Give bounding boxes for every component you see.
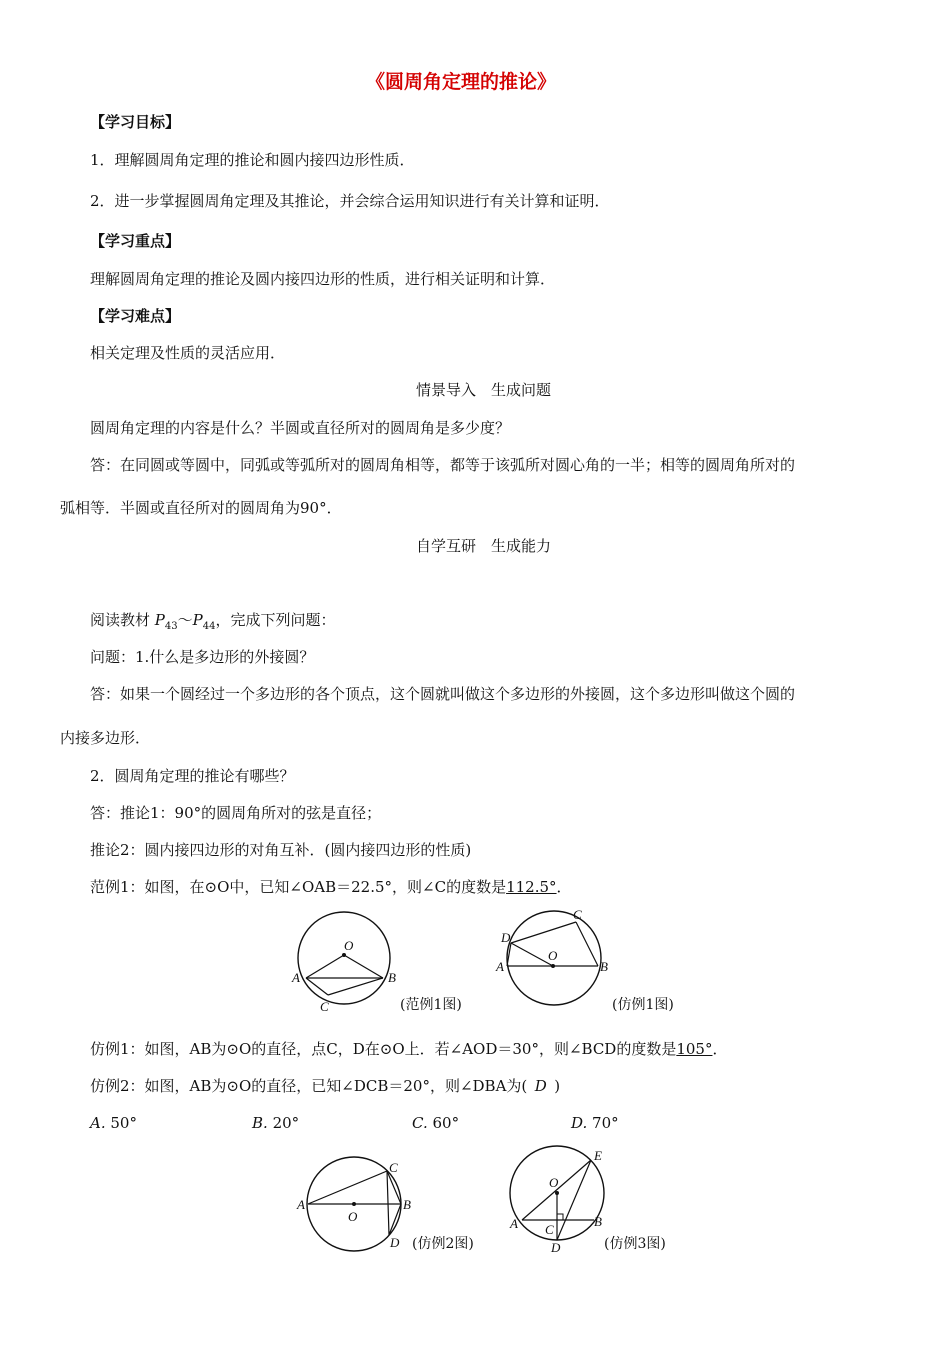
objectives-heading: 【学习目标】 [90, 113, 181, 131]
label-A: A [297, 1197, 305, 1212]
label-A: A [496, 959, 504, 974]
answer-2-line2: 推论2：圆内接四边形的对角互补．(圆内接四边形的性质) [90, 841, 472, 859]
caption-imitation-3: (仿例3图) [604, 1236, 666, 1252]
label-E: E [594, 1148, 602, 1163]
option-d: D. 70° [571, 1114, 619, 1132]
caption-imitation-2: (仿例2图) [412, 1236, 474, 1252]
label-O: O [344, 938, 354, 953]
imitation-1-figure [495, 908, 620, 1020]
imitation-2: 仿例2：如图，AB为⊙O的直径，已知∠DCB＝20°，则∠DBA为( D ) [90, 1077, 561, 1095]
label-C: C [320, 999, 329, 1014]
difficulty-text: 相关定理及性质的灵活应用． [90, 344, 286, 362]
label-A: A [510, 1216, 518, 1231]
section1-answer-line2: 弧相等．半圆或直径所对的圆周角为90°． [60, 499, 342, 517]
label-O: O [348, 1209, 358, 1224]
caption-example-1: (范例1图) [400, 997, 462, 1013]
section2-heading: 自学互研 生成能力 [416, 537, 552, 555]
imitation-2-figure [295, 1150, 425, 1260]
label-C: C [389, 1160, 398, 1175]
label-D: D [551, 1240, 561, 1255]
label-B: B [600, 959, 608, 974]
option-c: C. 60° [412, 1114, 460, 1132]
section1-question: 圆周角定理的内容是什么？半圆或直径所对的圆周角是多少度？ [90, 419, 511, 437]
imitation-1-answer: 105° [676, 1040, 713, 1058]
option-b: B. 20° [252, 1114, 300, 1132]
label-D: D [501, 930, 511, 945]
imitation-2-answer: D [534, 1077, 547, 1095]
caption-imitation-1: (仿例1图) [612, 997, 674, 1013]
label-C: C [545, 1222, 554, 1237]
example-1-figure [285, 910, 415, 1020]
option-a: A. 50° [90, 1114, 137, 1132]
page-title: 《圆周角定理的推论》 [366, 71, 557, 93]
label-A: A [292, 970, 300, 985]
label-O: O [548, 948, 558, 963]
reading-instruction: 阅读教材 $P_{43}\sim P_{44}$，完成下列问题： [90, 611, 336, 632]
keypoint-heading: 【学习重点】 [90, 232, 181, 250]
label-C: C [573, 907, 582, 922]
objective-item: 1．理解圆周角定理的推论和圆内接四边形性质． [90, 151, 415, 169]
label-B: B [594, 1214, 602, 1229]
keypoint-text: 理解圆周角定理的推论及圆内接四边形的性质，进行相关证明和计算． [90, 270, 556, 288]
difficulty-heading: 【学习难点】 [90, 307, 181, 325]
question-1: 问题：1.什么是多边形的外接圆？ [90, 648, 315, 666]
answer-2-line1: 答：推论1：90°的圆周角所对的弦是直径； [90, 804, 382, 822]
label-B: B [388, 970, 396, 985]
objective-item: 2．进一步掌握圆周角定理及其推论，并会综合运用知识进行有关计算和证明． [90, 192, 610, 210]
imitation-1: 仿例1：如图，AB为⊙O的直径，点C，D在⊙O上．若∠AOD＝30°，则∠BCD的度数是105°． [90, 1040, 728, 1058]
label-O: O [549, 1175, 559, 1190]
question-2: 2．圆周角定理的推论有哪些？ [90, 767, 295, 785]
answer-1-line2: 内接多边形． [60, 729, 151, 747]
example-1-answer: 112.5° [506, 878, 557, 896]
answer-1-line1: 答：如果一个圆经过一个多边形的各个顶点，这个圆就叫做这个多边形的外接圆，这个多边形叫做这个圆的 [90, 685, 796, 703]
label-D: D [390, 1235, 400, 1250]
section1-answer-line1: 答：在同圆或等圆中，同弧或等弧所对的圆周角相等，都等于该弧所对圆心角的一半；相等的圆周角所对的 [90, 456, 796, 474]
label-B: B [403, 1197, 411, 1212]
example-1: 范例1：如图，在⊙O中，已知∠OAB＝22.5°，则∠C的度数是112.5°． [90, 878, 572, 896]
section1-heading: 情景导入 生成问题 [416, 381, 552, 399]
